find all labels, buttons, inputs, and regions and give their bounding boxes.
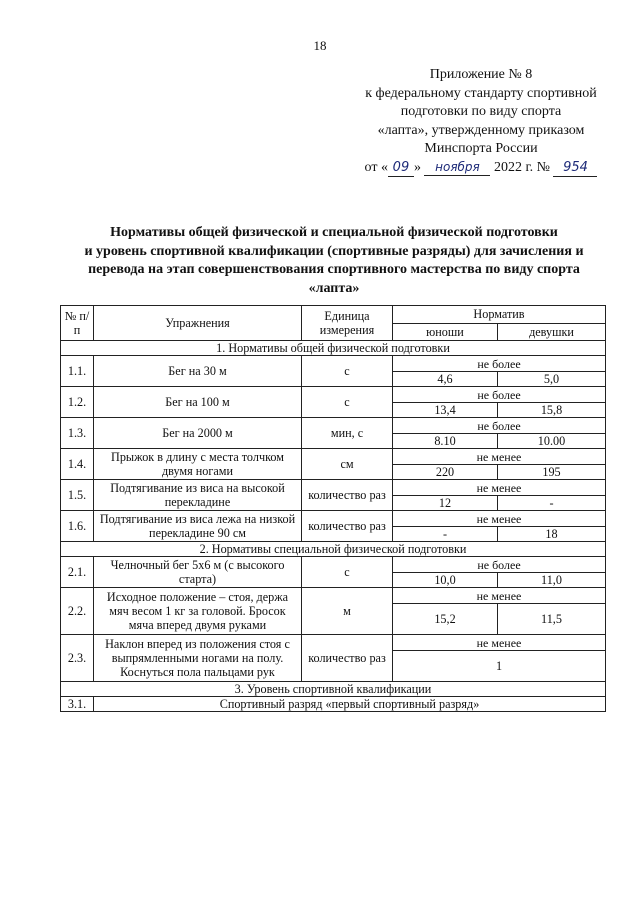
row-exercise: Исходное положение – стоя, держа мяч весом 1 кг за головой. Бросок мяча вперед двумя руками [94, 588, 302, 635]
norms-table [60, 305, 606, 712]
row-limit: не менее [393, 449, 606, 465]
handwritten-day: 09 [388, 160, 414, 177]
row-limit: не более [393, 387, 606, 403]
date-prefix: от « [364, 159, 388, 175]
row-limit: не менее [393, 511, 606, 527]
row-boys: 8.10 [393, 434, 498, 449]
title-line: и уровень спортивной квалификации (спортивные разряды) для зачисления и [84, 243, 584, 259]
row-num: 1.5. [61, 480, 94, 511]
row-num: 1.1. [61, 356, 94, 387]
row-num: 2.3. [61, 635, 94, 682]
row-girls: 5,0 [498, 372, 606, 387]
handwritten-month: ноября [424, 159, 490, 176]
row-unit: с [302, 356, 393, 387]
table-row [61, 511, 606, 527]
handwritten-order-number: 954 [553, 160, 597, 177]
table-row [61, 697, 606, 712]
row-exercise: Подтягивание из виса лежа на низкой перекладине 90 см [94, 511, 302, 542]
section-row [61, 682, 606, 697]
row-girls: 11,5 [498, 604, 606, 635]
row-limit: не более [393, 418, 606, 434]
row-limit: не более [393, 557, 606, 573]
row-num: 3.1. [61, 697, 94, 712]
row-both: 1 [393, 651, 606, 682]
title-line: «лапта» [308, 280, 360, 296]
row-girls: 18 [498, 527, 606, 542]
row-unit: количество раз [302, 511, 393, 542]
row-limit: не менее [393, 588, 606, 604]
table-row [61, 635, 606, 651]
row-limit: не менее [393, 480, 606, 496]
row-girls: - [498, 496, 606, 511]
row-boys: 12 [393, 496, 498, 511]
row-num: 1.6. [61, 511, 94, 542]
row-unit: с [302, 557, 393, 588]
row-limit: не более [393, 356, 606, 372]
row-exercise: Наклон вперед из положения стоя с выпрямленными ногами на полу. Коснуться пола пальцами рук [94, 635, 302, 682]
title-line: перевода на этап совершенствования спортивного мастерства по виду спорта [88, 262, 580, 277]
row-boys: 10,0 [393, 573, 498, 588]
section-title: 3. Уровень спортивной квалификации [61, 682, 606, 697]
section-title: 2. Нормативы специальной физической подготовки [61, 542, 606, 557]
header-norm: Норматив [393, 306, 606, 324]
row-boys: 15,2 [393, 604, 498, 635]
row-unit: см [302, 449, 393, 480]
row-unit: с [302, 387, 393, 418]
section-row [61, 542, 606, 557]
row-girls: 10.00 [498, 434, 606, 449]
row-boys: 220 [393, 465, 498, 480]
row-exercise: Бег на 100 м [94, 387, 302, 418]
appendix-line: к федеральному стандарту спортивной [365, 85, 597, 101]
date-year: 2022 г. № [493, 159, 550, 175]
header-num: № п/п [61, 306, 94, 341]
header-exercise: Упражнения [94, 306, 302, 341]
appendix-line: Минспорта России [424, 141, 538, 156]
date-quote: » [413, 159, 421, 175]
row-exercise: Прыжок в длину с места толчком двумя ногами [94, 449, 302, 480]
table-header-row [61, 306, 606, 324]
table-row [61, 557, 606, 573]
row-girls: 11,0 [498, 573, 606, 588]
table-row [61, 418, 606, 434]
row-boys: 4,6 [393, 372, 498, 387]
row-num: 1.3. [61, 418, 94, 449]
appendix-line: «лапта», утвержденному приказом [377, 122, 585, 138]
row-num: 1.4. [61, 449, 94, 480]
order-date-line [350, 159, 612, 178]
header-boys: юноши [393, 323, 498, 341]
table-row [61, 387, 606, 403]
row-unit: м [302, 588, 393, 635]
row-exercise: Подтягивание из виса на высокой перекладине [94, 480, 302, 511]
row-num: 2.2. [61, 588, 94, 635]
row-unit: количество раз [302, 480, 393, 511]
table-row [61, 588, 606, 604]
row-exercise: Бег на 30 м [94, 356, 302, 387]
row-exercise: Бег на 2000 м [94, 418, 302, 449]
appendix-header [350, 66, 612, 177]
page-number: 18 [313, 38, 327, 53]
section-title: 1. Нормативы общей физической подготовки [61, 341, 606, 356]
row-girls: 15,8 [498, 403, 606, 418]
row-boys: - [393, 527, 498, 542]
header-unit: Единица измерения [302, 306, 393, 341]
row-girls: 195 [498, 465, 606, 480]
row-unit: количество раз [302, 635, 393, 682]
row-num: 2.1. [61, 557, 94, 588]
section-row [61, 341, 606, 356]
table-row [61, 356, 606, 372]
row-boys: 13,4 [393, 403, 498, 418]
appendix-line: Приложение № 8 [429, 67, 533, 82]
document-title [60, 224, 608, 298]
row-num: 1.2. [61, 387, 94, 418]
appendix-line: подготовки по виду спорта [400, 104, 562, 119]
header-girls: девушки [498, 323, 606, 341]
table-row [61, 449, 606, 465]
table-row [61, 480, 606, 496]
row-limit: не менее [393, 635, 606, 651]
row-exercise: Челночный бег 5х6 м (с высокого старта) [94, 557, 302, 588]
row-qualification: Спортивный разряд «первый спортивный разряд» [94, 697, 606, 712]
row-unit: мин, с [302, 418, 393, 449]
title-line: Нормативы общей физической и специальной физической подготовки [110, 225, 558, 240]
